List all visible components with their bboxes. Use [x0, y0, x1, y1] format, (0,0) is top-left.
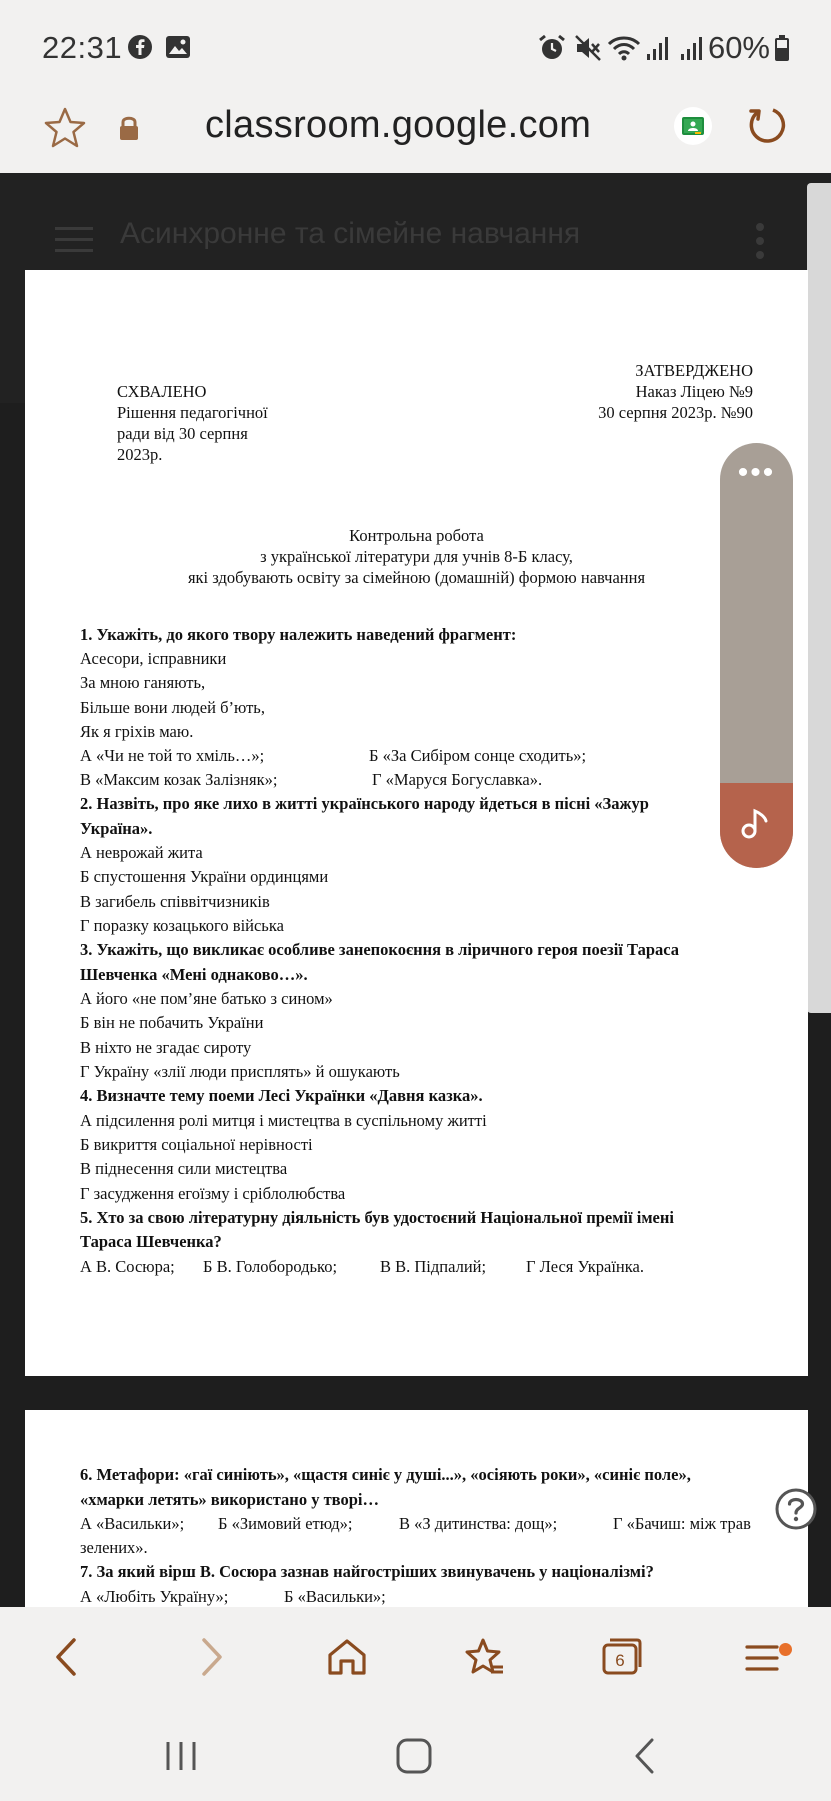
recent-apps-icon[interactable]: [163, 1739, 199, 1773]
q1-option-c: В «Максим козак Залізняк»;: [80, 770, 278, 789]
q5-option-a: А В. Сосюра;: [80, 1257, 175, 1276]
class-title: Асинхронне та сімейне навчання: [120, 217, 581, 250]
battery-icon: [774, 34, 790, 62]
notification-dot: [779, 1643, 792, 1656]
q4-option: Г засудження егоїзму і сріблолюбства: [80, 1184, 346, 1203]
q6-option-b: Б «Зимовий етюд»;: [218, 1514, 353, 1533]
status-bar: [0, 0, 831, 96]
approved-line-2: Рішення педагогічної: [117, 403, 268, 422]
question-6: 6. Метафори: «гаї синіють», «щастя синіє у душі...», «осіяють роки», «синіє поле»,: [80, 1465, 691, 1484]
question-7: 7. За який вірш В. Сосюра зазнав найгостріших звинувачень у націоналізмі?: [80, 1562, 654, 1581]
question-5: 5. Хто за свою літературну діяльність був удостоєний Національної премії імені: [80, 1208, 674, 1227]
question-4: 4. Визначте тему поеми Лесі Українки «Давня казка».: [80, 1086, 483, 1105]
q4-option: Б викриття соціальної нерівності: [80, 1135, 313, 1154]
question-2: 2. Назвіть, про яке лихо в житті українського народу йдеться в пісні «Зажур: [80, 794, 649, 813]
system-nav-bar: [0, 1703, 831, 1801]
doc-subtitle-2: які здобувають освіту за сімейною (домашній) формою навчання: [187, 568, 646, 587]
scrollbar[interactable]: [807, 183, 831, 1013]
question-1: 1. Укажіть, до якого твору належить наведений фрагмент:: [80, 625, 517, 644]
fragment-line: Як я гріхів маю.: [80, 722, 194, 741]
hamburger-menu-icon[interactable]: [55, 225, 93, 255]
q1-option-d: Г «Маруся Богуславка».: [372, 770, 543, 789]
system-back-icon[interactable]: [632, 1737, 658, 1775]
q4-option: В піднесення сили мистецтва: [80, 1159, 288, 1178]
q3-option: В ніхто не згадає сироту: [80, 1038, 252, 1057]
gallery-icon: [165, 34, 191, 60]
confirmed-label: ЗАТВЕРДЖЕНО: [635, 361, 753, 380]
question-6-cont: «хмарки летять» використано у творі…: [80, 1490, 379, 1509]
classroom-viewer: [0, 173, 831, 1607]
signal-icon-1: [645, 34, 671, 62]
facebook-icon: [127, 34, 153, 60]
bookmarks-icon[interactable]: [463, 1637, 505, 1677]
mute-icon: [574, 34, 602, 62]
tabs-icon[interactable]: [601, 1637, 643, 1677]
q5-option-c: В В. Підпалий;: [380, 1257, 487, 1276]
approved-line-3: ради від 30 серпня: [117, 424, 248, 443]
floating-media-widget[interactable]: [720, 443, 793, 868]
forward-icon[interactable]: [196, 1637, 226, 1677]
q6-option-d: Г «Бачиш: між трав: [613, 1514, 751, 1533]
q4-option: А підсилення ролі митця і мистецтва в суспільному житті: [80, 1111, 487, 1130]
music-note-icon[interactable]: [738, 805, 774, 841]
q5-option-b: Б В. Голобородько;: [203, 1257, 338, 1276]
more-dots-icon[interactable]: •••: [737, 456, 776, 489]
q3-option: А його «не пом’яне батько з сином»: [80, 989, 333, 1008]
approved-line-4: 2023р.: [117, 445, 163, 464]
document-page-1: [25, 270, 808, 1376]
fragment-line: За мною ганяють,: [80, 673, 206, 692]
q2-option: Б спустошення України ординцями: [80, 867, 329, 886]
confirmed-line-3: 30 серпня 2023р. №90: [598, 403, 753, 422]
q6-option-c: В «З дитинства: дощ»;: [399, 1514, 558, 1533]
help-icon[interactable]: [774, 1487, 818, 1531]
alarm-icon: [538, 34, 566, 62]
q3-option: Б він не побачить України: [80, 1013, 264, 1032]
confirmed-line-2: Наказ Ліцею №9: [635, 382, 753, 401]
q1-option-a: А «Чи не той то хміль…»;: [80, 746, 265, 765]
browser-bottom-nav: [0, 1607, 831, 1703]
q6-option-a: А «Васильки»;: [80, 1514, 185, 1533]
back-icon[interactable]: [52, 1637, 82, 1677]
more-options-icon[interactable]: [755, 223, 765, 259]
q7-option-a: А «Любіть Україну»;: [80, 1587, 229, 1606]
home-icon[interactable]: [326, 1637, 368, 1677]
question-3-cont: Шевченка «Мені однаково…».: [80, 965, 308, 984]
system-home-icon[interactable]: [395, 1737, 433, 1775]
approved-label: СХВАЛЕНО: [117, 382, 207, 401]
q5-option-d: Г Леся Українка.: [526, 1257, 644, 1276]
doc-subtitle-1: з української літератури для учнів 8-Б класу,: [260, 547, 573, 566]
q6-option-d-cont: зелених».: [80, 1538, 148, 1557]
q2-option: А неврожай жита: [80, 843, 203, 862]
browser-url-bar: [0, 96, 831, 173]
q1-option-b: Б «За Сибіром сонце сходить»;: [369, 746, 587, 765]
question-5-cont: Тараса Шевченка?: [80, 1232, 222, 1251]
q3-option: Г Україну «злії люди присплять» й ошукають: [80, 1062, 400, 1081]
doc-title: Контрольна робота: [349, 526, 484, 545]
q2-option: Г поразку козацького війська: [80, 916, 284, 935]
q2-option: В загибель співвітчизників: [80, 892, 270, 911]
reload-icon[interactable]: [745, 104, 789, 148]
menu-icon[interactable]: [744, 1637, 784, 1677]
question-2-cont: Україна».: [80, 819, 153, 838]
q7-option-b: Б «Васильки»;: [284, 1587, 386, 1606]
battery-percent: 60%: [707, 30, 770, 65]
document-page-2: [25, 1410, 808, 1607]
bookmark-star-icon[interactable]: [43, 106, 87, 150]
status-time: 22:31: [42, 30, 123, 65]
google-classroom-icon[interactable]: [673, 106, 713, 146]
url-text[interactable]: classroom.google.com: [205, 104, 592, 146]
lock-icon[interactable]: [118, 114, 140, 142]
fragment-line: Більше вони людей б’ють,: [80, 698, 265, 717]
fragment-line: Асесори, ісправники: [80, 649, 227, 668]
signal-icon-2: [679, 34, 705, 62]
tab-count: 6: [615, 1651, 625, 1670]
question-3: 3. Укажіть, що викликає особливе занепокоєння в ліричного героя поезії Тараса: [80, 940, 680, 959]
wifi-icon: [607, 34, 641, 62]
